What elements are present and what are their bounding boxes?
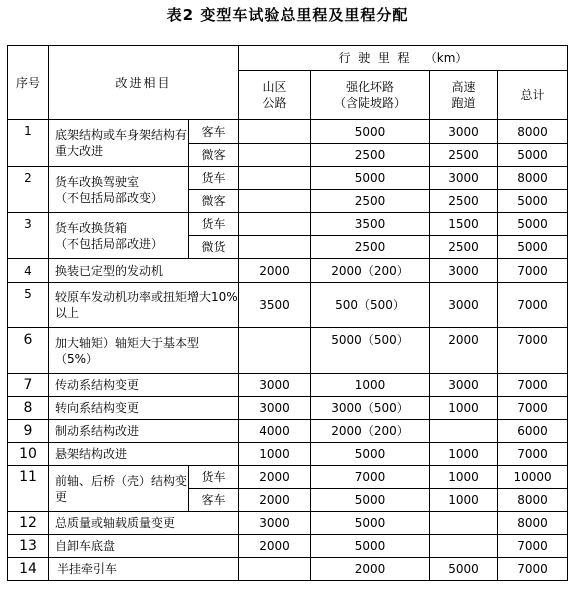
row-item: 底架结构或车身架结构有重大改进: [49, 120, 189, 167]
row-no: 11: [8, 466, 49, 512]
header-highway: 高速 跑道: [430, 71, 498, 120]
row-subtype: 微客: [189, 144, 239, 167]
row-highway: 1000: [430, 397, 498, 420]
row-mountain: 2000: [239, 489, 311, 512]
row-total: 8000: [498, 167, 568, 190]
row-highway: 2500: [430, 236, 498, 259]
row-rough: 5000: [311, 120, 430, 144]
row-no: 13: [8, 535, 49, 558]
row-item: 半挂牵引车: [49, 558, 239, 581]
table-row: [8, 535, 568, 558]
table-row: [8, 420, 568, 443]
table-row: [8, 283, 568, 328]
mileage-table: [7, 45, 568, 581]
table-row: [8, 259, 568, 283]
row-highway: 3000: [430, 167, 498, 190]
row-highway: 2000: [430, 328, 498, 374]
row-mountain: [239, 236, 311, 259]
table-row: [8, 443, 568, 466]
row-mountain: 2000: [239, 259, 311, 283]
row-subtype: 客车: [189, 489, 239, 512]
row-mountain: 2000: [239, 535, 311, 558]
header-seq: 序号: [8, 46, 49, 120]
row-item: 较原车发动机功率或扭矩增大10%以上: [49, 283, 239, 328]
row-item: 换装已定型的发动机: [49, 259, 239, 283]
row-total: 7000: [498, 535, 568, 558]
table-row: [8, 120, 568, 144]
row-mountain: 3000: [239, 374, 311, 397]
row-no: 14: [8, 558, 49, 581]
row-highway: 1000: [430, 466, 498, 489]
row-rough: 5000: [311, 489, 430, 512]
row-rough: 2000（200）: [311, 259, 430, 283]
row-subtype: 客车: [189, 120, 239, 144]
row-total: 5000: [498, 144, 568, 167]
row-total: 5000: [498, 190, 568, 213]
header-item: 改进相目: [49, 46, 239, 120]
table-row: [8, 167, 568, 190]
row-total: 5000: [498, 213, 568, 236]
row-total: 10000: [498, 466, 568, 489]
row-no: 3: [8, 213, 49, 259]
row-mountain: 3000: [239, 512, 311, 535]
row-total: 8000: [498, 120, 568, 144]
row-rough: 5000: [311, 443, 430, 466]
header-mountain: 山区 公路: [239, 71, 311, 120]
row-highway: 1000: [430, 489, 498, 512]
row-no: 4: [8, 259, 49, 283]
row-item: 悬架结构改进: [49, 443, 239, 466]
row-total: 8000: [498, 512, 568, 535]
row-highway: 3000: [430, 283, 498, 328]
table-row: [8, 466, 568, 489]
row-mountain: 3500: [239, 283, 311, 328]
row-highway: [430, 535, 498, 558]
row-highway: [430, 512, 498, 535]
row-mountain: [239, 144, 311, 167]
row-mountain: 3000: [239, 397, 311, 420]
row-no: 10: [8, 443, 49, 466]
row-mountain: [239, 167, 311, 190]
row-rough: 2500: [311, 190, 430, 213]
row-subtype: 货车: [189, 167, 239, 190]
row-item: 转向系结构变更: [49, 397, 239, 420]
row-total: 5000: [498, 236, 568, 259]
row-no: 6: [8, 328, 49, 374]
row-no: 5: [8, 283, 49, 328]
row-item: 总质量或轴载质量变更: [49, 512, 239, 535]
row-total: 7000: [498, 443, 568, 466]
header-total: 总计: [498, 71, 568, 120]
row-item: 前轴、后桥（壳）结构变更: [49, 466, 189, 512]
row-total: 7000: [498, 259, 568, 283]
row-mountain: 2000: [239, 466, 311, 489]
row-mountain: 1000: [239, 443, 311, 466]
row-highway: 1000: [430, 443, 498, 466]
row-highway: 2500: [430, 144, 498, 167]
row-rough: 5000（500）: [311, 328, 430, 374]
row-subtype: 货车: [189, 213, 239, 236]
row-rough: 5000: [311, 167, 430, 190]
row-rough: 2000: [311, 558, 430, 581]
row-mountain: [239, 120, 311, 144]
row-item: 制动系结构改进: [49, 420, 239, 443]
row-no: 12: [8, 512, 49, 535]
row-item: 传动系结构变更: [49, 374, 239, 397]
row-mountain: 4000: [239, 420, 311, 443]
row-no: 7: [8, 374, 49, 397]
header-rough: 强化坏路 （含陡坡路）: [311, 71, 430, 120]
row-item: 自卸车底盘: [49, 535, 239, 558]
row-no: 8: [8, 397, 49, 420]
row-total: 6000: [498, 420, 568, 443]
table-row: [8, 558, 568, 581]
row-rough: 5000: [311, 535, 430, 558]
row-highway: 1500: [430, 213, 498, 236]
header-mileage: 行 驶 里 程 （km）: [239, 46, 568, 71]
row-total: 7000: [498, 283, 568, 328]
row-total: 7000: [498, 328, 568, 374]
row-subtype: 微货: [189, 236, 239, 259]
table-row: [8, 512, 568, 535]
row-highway: [430, 420, 498, 443]
row-total: 7000: [498, 558, 568, 581]
row-no: 2: [8, 167, 49, 213]
row-item: 加大轴矩）轴矩大于基本型 （5%）: [49, 328, 239, 374]
row-no: 1: [8, 120, 49, 167]
row-rough: 7000: [311, 466, 430, 489]
table-row: [8, 328, 568, 374]
row-total: 7000: [498, 374, 568, 397]
row-total: 8000: [498, 489, 568, 512]
row-mountain: [239, 328, 311, 374]
table-row: [8, 374, 568, 397]
row-item: 货车改换驾驶室 （不包括局部改变）: [49, 167, 189, 213]
row-rough: 3000（500）: [311, 397, 430, 420]
row-mountain: [239, 558, 311, 581]
row-no: 9: [8, 420, 49, 443]
row-total: 7000: [498, 397, 568, 420]
row-highway: 3000: [430, 259, 498, 283]
table-row: [8, 397, 568, 420]
row-rough: 1000: [311, 374, 430, 397]
table-title: 表2 变型车试验总里程及里程分配: [166, 6, 409, 24]
row-rough: 2000（200）: [311, 420, 430, 443]
row-rough: 500（500）: [311, 283, 430, 328]
row-rough: 3500: [311, 213, 430, 236]
row-highway: 5000: [430, 558, 498, 581]
row-item: 货车改换货箱 （不包括局部改进）: [49, 213, 189, 259]
table-row: [8, 213, 568, 236]
row-highway: 2500: [430, 190, 498, 213]
row-highway: 3000: [430, 374, 498, 397]
row-mountain: [239, 213, 311, 236]
row-rough: 2500: [311, 236, 430, 259]
row-rough: 2500: [311, 144, 430, 167]
row-rough: 5000: [311, 512, 430, 535]
row-mountain: [239, 190, 311, 213]
row-subtype: 微客: [189, 190, 239, 213]
row-highway: 3000: [430, 120, 498, 144]
row-subtype: 货车: [189, 466, 239, 489]
